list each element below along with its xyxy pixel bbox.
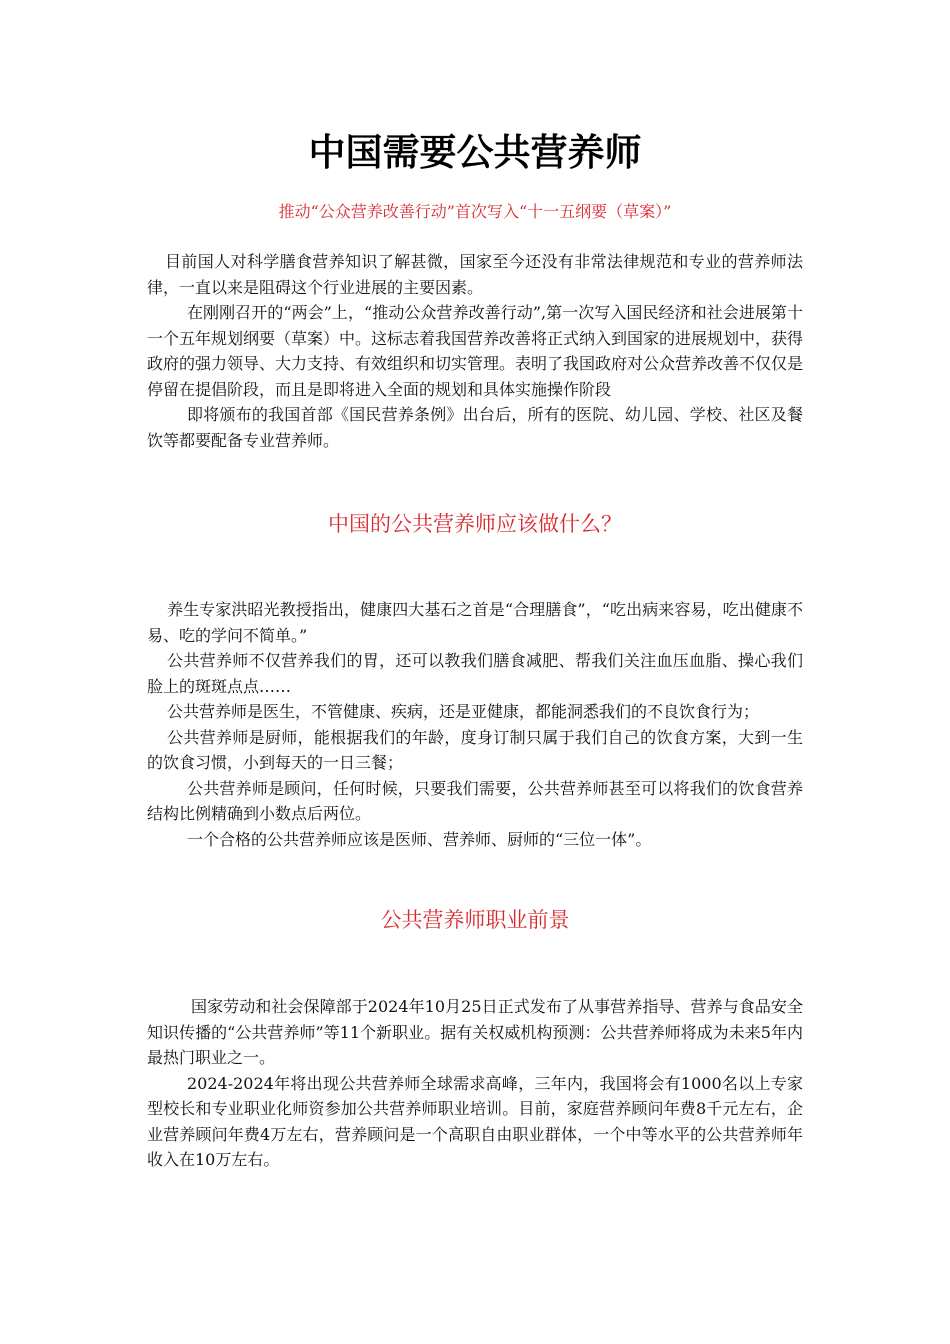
section-heading-prospects: 公共营养师职业前景 bbox=[380, 908, 570, 932]
paragraph: 在刚刚召开的“两会”上，“推动公众营养改善行动”,第一次写入国民经济和社会进展第十一个五年规划纲要（草案）中。这标志着我国营养改善将正式纳入到国家的进展规划中，获得政府的强力领导、大力支持、有效组织和切实管理。表明了我国政府对公众营养改善不仅仅是停留在提倡阶段，而且是即将进入全面的规划和具体实施操作阶段 bbox=[147, 303, 804, 399]
paragraph: 目前国人对科学膳食营养知识了解甚微，国家至今还没有非常法律规范和专业的营养师法律，一直以来是阻碍这个行业进展的主要因素。 bbox=[147, 252, 803, 297]
paragraph: 国家劳动和社会保障部于2024年10月25日正式发布了从事营养指导、营养与食品安全知识传播的“公共营养师”等11个新职业。据有关权威机构预测：公共营养师将成为未来5年内最热门职业之一。 bbox=[147, 997, 803, 1067]
paragraph: 公共营养师不仅营养我们的胃，还可以教我们膳食减肥、帮我们关注血压血脂、操心我们脸上的斑斑点点…… bbox=[147, 651, 803, 696]
document-title: 中国需要公共营养师 bbox=[308, 131, 642, 174]
paragraph: 公共营养师是顾问，任何时候，只要我们需要，公共营养师甚至可以将我们的饮食营养结构比例精确到小数点后两位。 bbox=[147, 778, 803, 823]
paragraph: 养生专家洪昭光教授指出，健康四大基石之首是“合理膳食”，“吃出病来容易，吃出健康不易、吃的学问不简单。” bbox=[147, 600, 803, 645]
paragraph: 一个合格的公共营养师应该是医师、营养师、厨师的“三位一体”。 bbox=[187, 829, 652, 849]
duties-section bbox=[147, 597, 803, 852]
paragraph: 公共营养师是医生，不管健康、疾病，还是亚健康，都能洞悉我们的不良饮食行为； bbox=[167, 702, 760, 721]
prospects-section bbox=[147, 994, 803, 1173]
paragraph: 2024-2024年将出现公共营养师全球需求高峰，三年内，我国将会有1000名以上专家型校长和专业职业化师资参加公共营养师职业培训。目前，家庭营养顾问年费8千元左右，企业营养顾问年费4万左右，营养顾问是一个高职自由职业群体，一个中等水平的公共营养师年收入在10万左右。 bbox=[147, 1073, 803, 1169]
paragraph: 公共营养师是厨师，能根据我们的年龄，度身订制只属于我们自己的饮食方案，大到一生的饮食习惯，小到每天的一日三餐； bbox=[147, 727, 803, 772]
document-subtitle: 推动“公众营养改善行动”首次写入“十一五纲要（草案）” bbox=[278, 202, 672, 221]
intro-section bbox=[147, 249, 803, 453]
section-heading-duties: 中国的公共营养师应该做什么？ bbox=[328, 512, 622, 536]
paragraph: 即将颁布的我国首部《国民营养条例》出台后，所有的医院、幼儿园、学校、社区及餐饮等都要配备专业营养师。 bbox=[147, 405, 803, 450]
